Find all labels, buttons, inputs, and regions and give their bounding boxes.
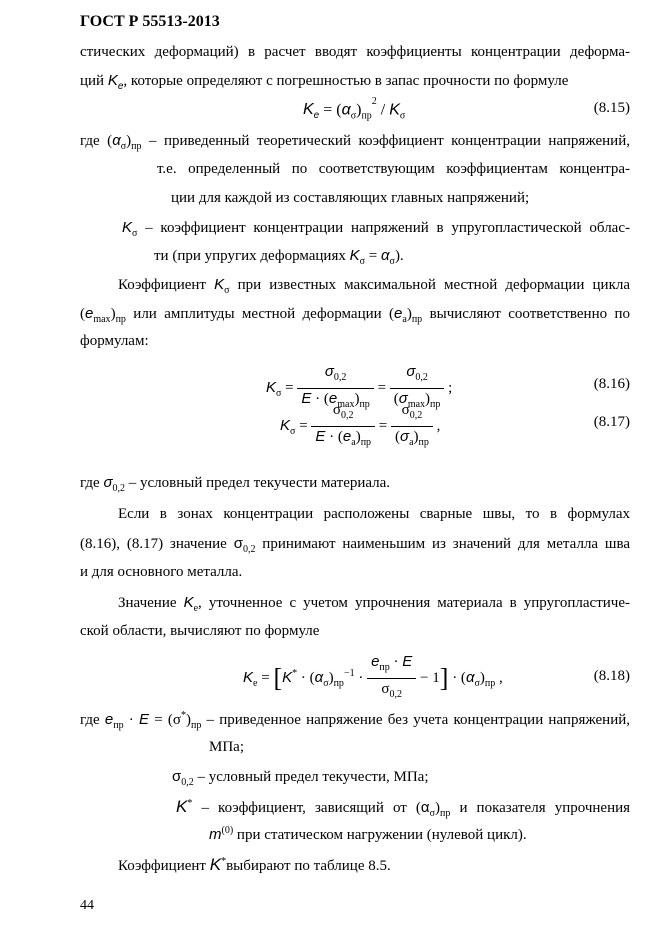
equation-number: (8.18) — [593, 668, 630, 684]
paragraph-line: и для основного металла. — [80, 564, 243, 580]
equation-number: (8.15) — [593, 100, 630, 116]
text: ций — [80, 73, 105, 89]
page-header: ГОСТ Р 55513-2013 — [80, 13, 220, 30]
paragraph-line: (8.16), (8.17) значение $\sigma_{0,2}$ принимают наименьшим из значений для металла шва — [80, 535, 631, 555]
definition-line: $K_\sigma$ – коэффициент концентрации напряжений в упругопластической облас- — [122, 219, 630, 239]
paragraph-line: Коэффициент $K_\sigma$ при известных максимальной местной деформации цикла — [118, 276, 631, 296]
symbol-Ke: $K_e$ — [107, 72, 124, 92]
definition-line: МПа; — [209, 739, 244, 755]
paragraph-line: Коэффициент K*выбирают по таблице 8.5. — [118, 855, 391, 874]
paragraph-line: ской области, вычисляют по формуле — [80, 623, 320, 639]
equation-8-16: $K_\sigma$ = $\frac{\sigma_{0,2}}{E \cdot (e_{max})_{пр}}$ = $\frac{\sigma_{0,2}}{(\sigma_{max})_{пр}}$ ; — [266, 363, 453, 410]
definition-line: $\sigma_{0,2}$ – условный предел текучести, МПа; — [172, 768, 429, 788]
paragraph-line: $(e_{max})_{пр}$ или амплитуды местной деформации $(e_a)_{пр}$ вычисляют соответственно по — [80, 305, 630, 325]
paragraph-line: Значение $K_e$, уточненное с учетом упрочнения материала в упругопластиче- — [118, 594, 630, 614]
equation-8-15: $K_e = (\alpha_\sigma)_{пр}^2 / K_\sigma$ — [303, 96, 406, 122]
definition-line: где $(\alpha_\sigma)_{пр}$ – приведенный теоретический коэффициент концентрации напряжений, — [80, 132, 630, 152]
paragraph-line: стических деформаций) в расчет вводят коэффициенты концентрации деформа- — [80, 44, 630, 60]
definition-line: т.е. определенный по соответствующим коэффициентам концентра- — [157, 161, 630, 177]
equation-8-18: $K_e = [K^* \cdot (\alpha_\sigma)_{пр}^{-1}$ · $\frac{e_{пр} \cdot E}{\sigma_{0,2}}$ − $1] \cdot (\alpha_\sigma)_{пр}$ , — [243, 653, 503, 700]
definition-line: где $\sigma_{0,2}$ – условный предел текучести материала. — [80, 474, 391, 494]
equation-8-17: $K_\sigma$ = $\frac{\sigma_{0,2}}{E \cdot (e_a)_{пр}}$ = $\frac{\sigma_{0,2}}{(\sigma_a)_{пр}}$ , — [280, 402, 441, 448]
equation-number: (8.17) — [593, 414, 630, 430]
definition-line: где $e_{пр} \cdot E = (\sigma^*)_{пр}$ – приведенное напряжение без учета концентрации напряжений, — [80, 710, 631, 731]
paragraph-line: формулам: — [80, 333, 149, 349]
text: , которые определяют с погрешностью в запас прочности по формуле — [123, 73, 569, 89]
page-number: 44 — [80, 898, 94, 913]
paragraph-line — [80, 72, 568, 92]
equation-number: (8.16) — [593, 376, 630, 392]
definition-line: $m^{(0)}$ при статическом нагружении (нулевой цикл). — [209, 825, 527, 843]
definition-line: ции для каждой из составляющих главных напряжений; — [171, 190, 530, 206]
definition-line: K* – коэффициент, зависящий от $(\alpha_\sigma)_{пр}$ и показателя упрочнения — [176, 797, 631, 819]
definition-line: ти (при упругих деформациях $K_\sigma = \alpha_\sigma$). — [154, 247, 404, 267]
paragraph-line: Если в зонах концентрации расположены сварные швы, то в формулах — [118, 506, 630, 522]
